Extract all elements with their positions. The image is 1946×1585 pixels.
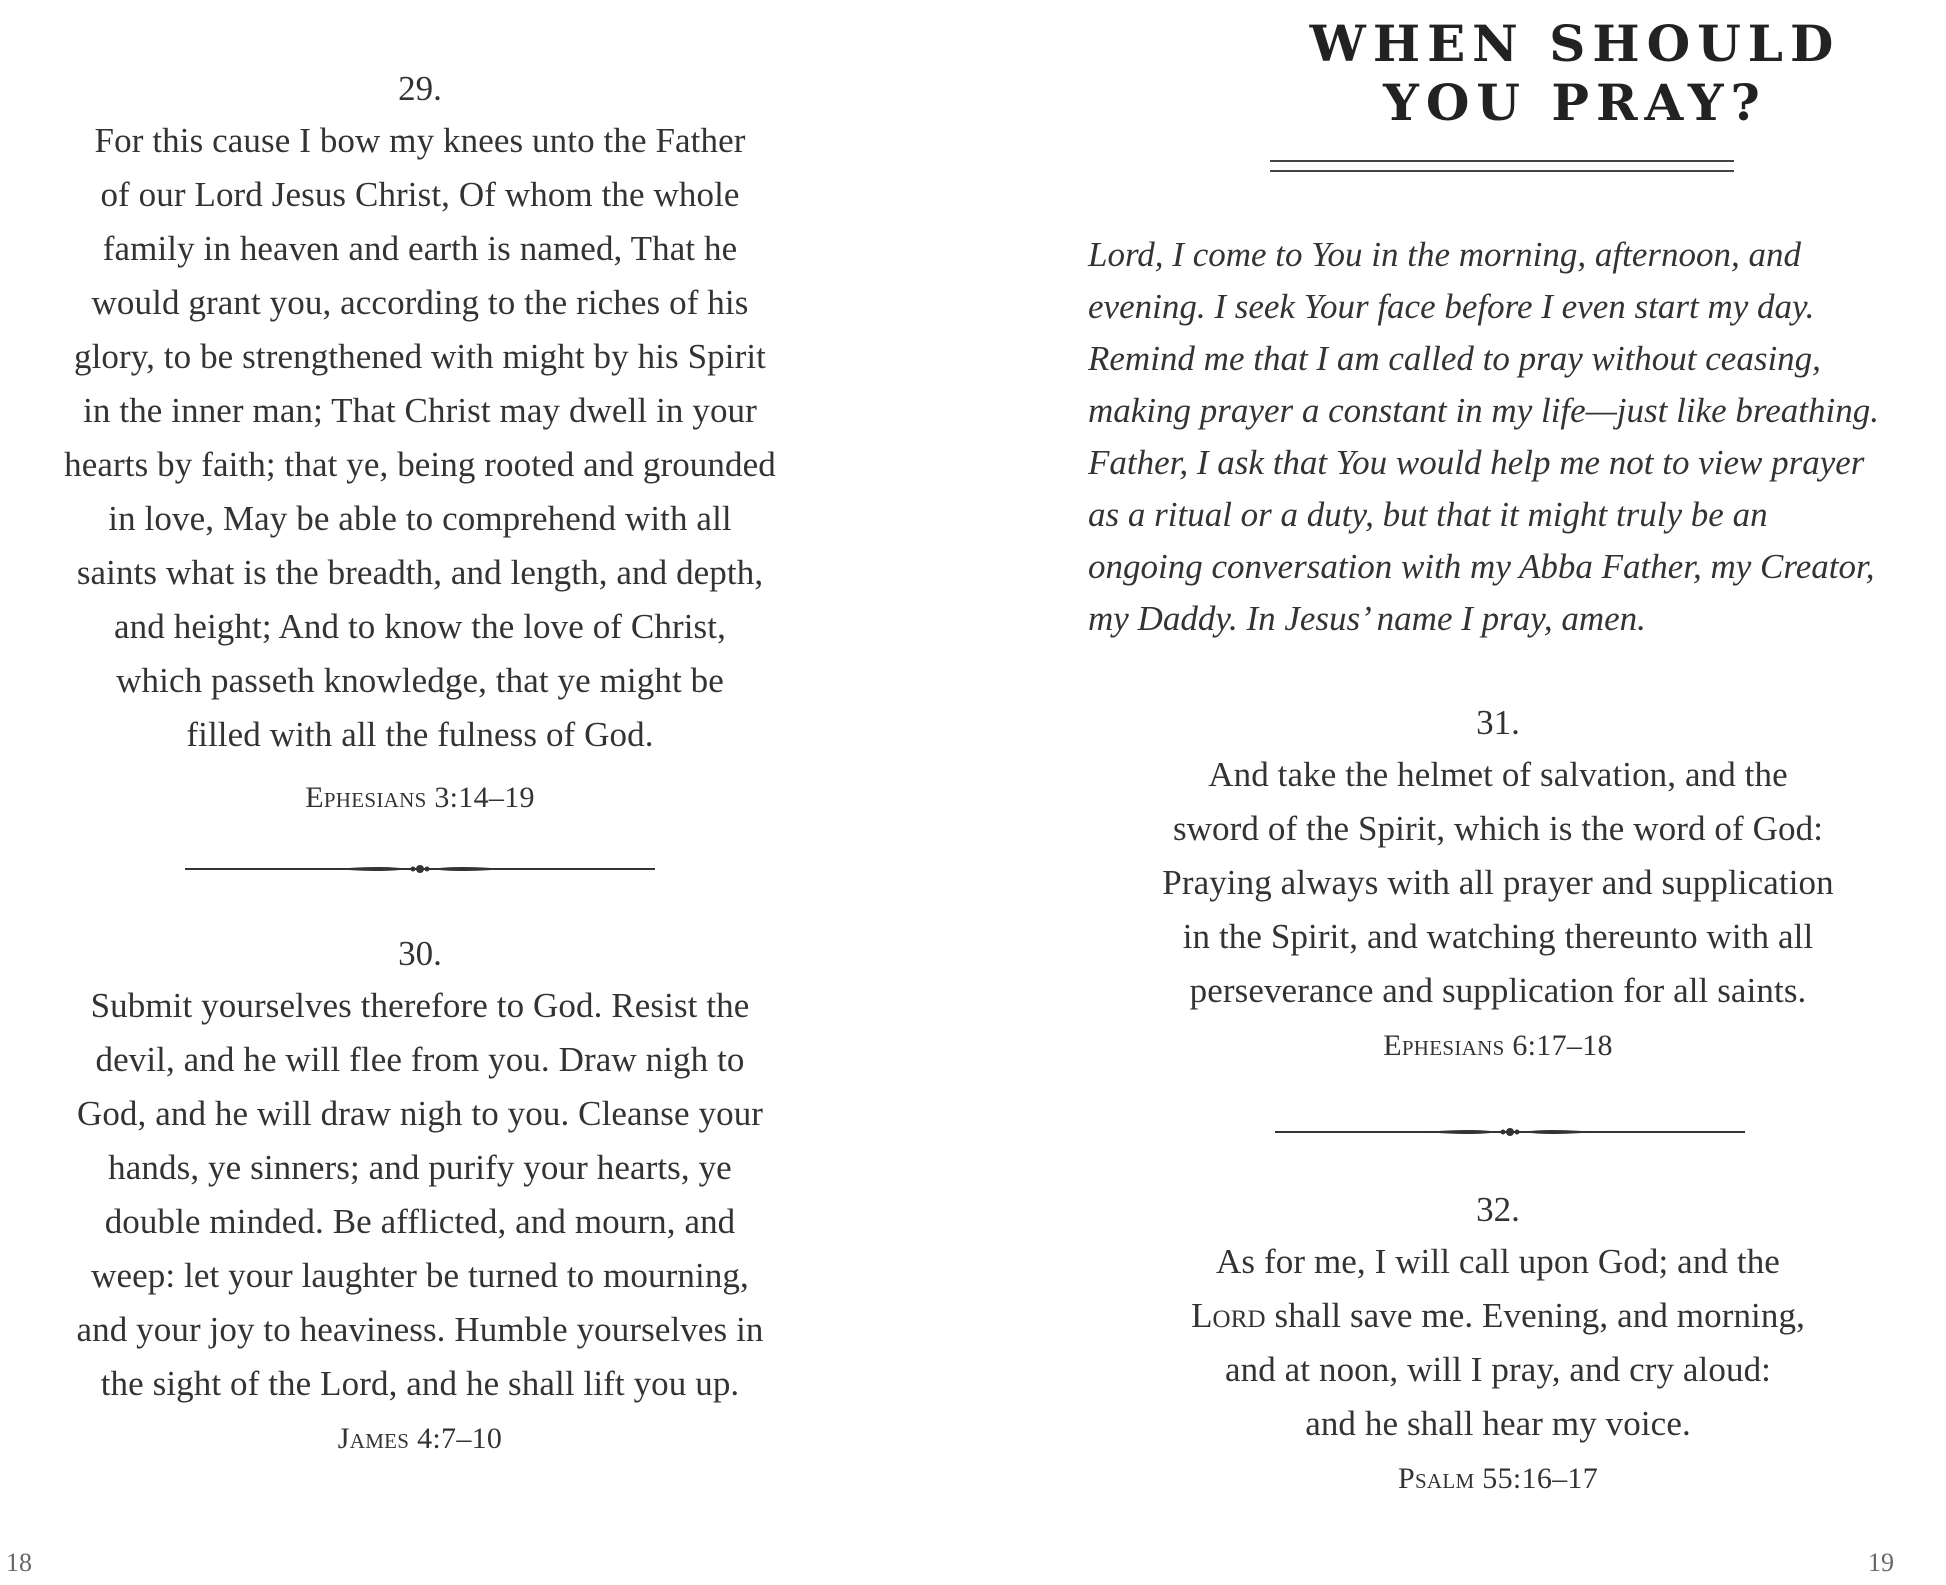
verse-29 bbox=[0, 62, 840, 826]
verse-number: 30. bbox=[398, 934, 442, 973]
flourish-divider-icon bbox=[1275, 1122, 1745, 1142]
verse-text-rest: and at noon, will I pray, and cry aloud: and he shall hear my voice. bbox=[1224, 1350, 1772, 1443]
right-page bbox=[1050, 0, 1946, 1585]
verse-number: 29. bbox=[398, 69, 442, 108]
title-double-rule bbox=[1270, 160, 1734, 172]
page-title: WHEN SHOULD YOU PRAY? bbox=[1309, 14, 1841, 132]
flourish-divider-icon bbox=[185, 859, 655, 879]
verse-reference: Ephesians 6:17–18 bbox=[1383, 1029, 1613, 1062]
verse-31 bbox=[1050, 696, 1946, 1074]
verse-text-line: shall save me. Evening, and morning, bbox=[1265, 1296, 1805, 1335]
verse-text bbox=[1050, 1235, 1946, 1451]
lord-small-caps: Lord bbox=[1191, 1296, 1266, 1335]
page-number: 19 bbox=[1868, 1548, 1894, 1577]
prayer-text: Lord, I come to You in the morning, afternoon, and evening. I seek Your face before I even start my day. Remind me that I am called to pray without ceasing, making prayer a constant in my life—just like breathing. Father, I ask that You would help me not to view prayer as a ritual or a duty, but that it might truly be an ongoing conversation with my Abba Father, my Creator, my Daddy. In Jesus’ name I pray, amen. bbox=[1088, 235, 1879, 638]
page-number: 18 bbox=[6, 1548, 32, 1577]
verse-30 bbox=[0, 927, 840, 1467]
verse-text: For this cause I bow my knees unto the Father of our Lord Jesus Christ, Of whom the whole family in heaven and earth is named, That he would grant you, according to the riches of his glory, to be strengthened with might by his Spirit in the inner man; That Christ may dwell in your hearts by faith; that ye, being rooted and grounded in love, May be able to comprehend with all saints what is the breadth, and length, and depth, and height; And to know the love of Christ, which passeth knowledge, that ye might be filled with all the fulness of God. bbox=[64, 121, 776, 754]
verse-text-line: As for me, I will call upon God; and the bbox=[1216, 1242, 1780, 1281]
verse-number: 32. bbox=[1476, 1190, 1520, 1229]
verse-reference: Psalm 55:16–17 bbox=[1397, 1462, 1599, 1495]
verse-32 bbox=[1050, 1183, 1946, 1507]
verse-text: Submit yourselves therefore to God. Resist the devil, and he will flee from you. Draw nigh to God, and he will draw nigh to you. Cleanse your hands, ye sinners; and purify your hearts, ye double minded. Be afflicted, and mourn, and weep: let your laughter be turned to mourning, and your joy to heaviness. Humble yourselves in the sight of the Lord, and he shall lift you up. bbox=[76, 986, 764, 1403]
verse-reference: Ephesians 3:14–19 bbox=[305, 781, 535, 814]
left-page bbox=[0, 0, 840, 1585]
verse-reference: James 4:7–10 bbox=[337, 1422, 503, 1455]
verse-text: And take the helmet of salvation, and the sword of the Spirit, which is the word of God: Praying always with all prayer and supplication in the Spirit, and watching thereunto with all perseverance and supplication for all saints. bbox=[1162, 755, 1834, 1010]
verse-number: 31. bbox=[1476, 703, 1520, 742]
